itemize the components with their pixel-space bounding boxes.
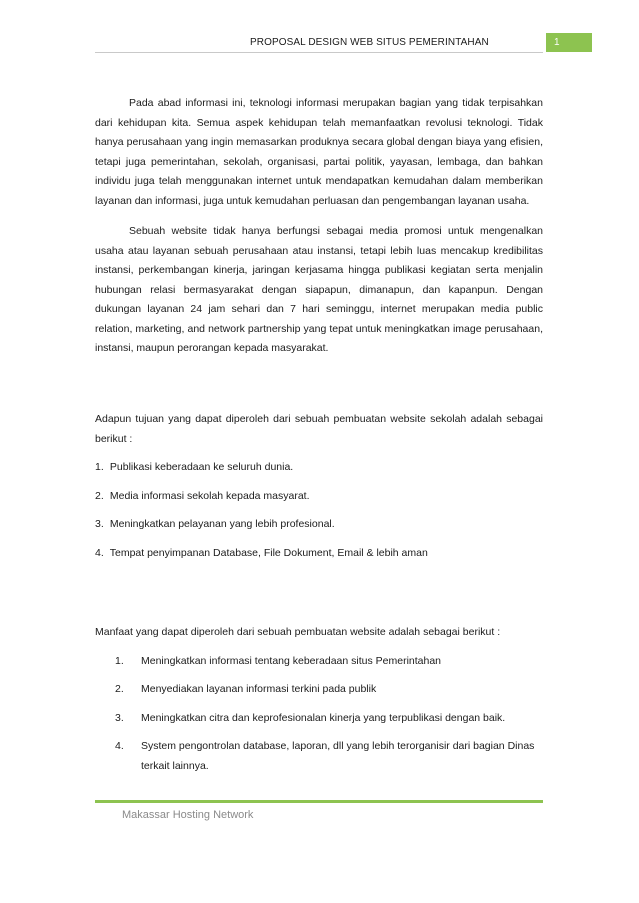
list-item xyxy=(115,737,543,776)
list-text: Media informasi sekolah kepada masyarat. xyxy=(109,489,310,502)
list-number: 2. xyxy=(95,489,104,502)
list-number: 1. xyxy=(115,654,124,667)
tujuan-list xyxy=(95,458,543,563)
page-number-badge: 1 xyxy=(546,33,592,52)
list-text: Meningkatkan citra dan keprofesionalan kinerja yang terpublikasi dengan baik. xyxy=(141,711,506,724)
list-item xyxy=(115,652,543,672)
list-text: Publikasi keberadaan ke seluruh dunia. xyxy=(109,461,294,473)
list-text: System pengontrolan database, laporan, dll yang lebih terorganisir dari bagian Dinas terkait lainnya. xyxy=(141,740,535,772)
list-number: 1. xyxy=(95,461,104,473)
manfaat-list xyxy=(95,652,543,777)
list-text: Tempat penyimpanan Database, File Dokument, Email & lebih aman xyxy=(109,546,428,559)
list-item xyxy=(95,487,543,507)
list-item xyxy=(115,680,543,700)
list-item xyxy=(95,515,543,535)
tujuan-intro: Adapun tujuan yang dapat diperoleh dari sebuah pembuatan website sekolah adalah sebagai berikut : xyxy=(95,413,543,445)
list-number: 4. xyxy=(95,546,104,559)
paragraph-2: Sebuah website tidak hanya berfungsi sebagai media promosi untuk mengenalkan usaha atau layanan sebuah perusahaan atau instansi, tetapi lebih luas mencakup kredibilitas instansi, perkembangan kinerja, jaringan kerjasama hingga publikasi kegiatan serta menjalin hubungan relasi bermasyarakat dengan siapapun, dimanapun, dan kapanpun. Dengan dukungan layanan 24 jam sehari dan 7 hari seminggu, internet merupakan media public relation, marketing, and network partnership yang tepat untuk meningkatkan image perusahaan, instansi, maupun perorangan kepada masyarakat. xyxy=(95,225,543,354)
list-number: 3. xyxy=(115,711,124,724)
tujuan-section xyxy=(95,410,543,563)
list-item xyxy=(95,544,543,564)
header-divider xyxy=(95,52,543,53)
manfaat-intro: Manfaat yang dapat diperoleh dari sebuah pembuatan website adalah sebagai berikut : xyxy=(95,626,501,638)
list-item xyxy=(115,709,543,729)
list-text: Meningkatkan pelayanan yang lebih profesional. xyxy=(109,518,335,530)
list-item xyxy=(95,458,543,478)
footer-divider xyxy=(95,800,543,803)
paragraph-1: Pada abad informasi ini, teknologi informasi merupakan bagian yang tidak terpisahkan dari kehidupan kita. Semua aspek kehidupan telah memanfaatkan revolusi teknologi. Tidak hanya perusahaan yang ingin memasarkan produknya secara global dengan biaya yang efisien, tetapi juga pemerintahan, sekolah, organisasi, partai politik, yayasan, lembaga, dan bahkan individu juga telah menggunakan internet untuk mendapatkan kemudahan dalam memberikan layanan dan informasi, juga untuk kemudahan perluasan dan pengembangan layanan usaha. xyxy=(95,97,543,207)
manfaat-section xyxy=(95,623,543,776)
list-text: Menyediakan layanan informasi terkini pada publik xyxy=(141,683,377,695)
intro-section xyxy=(95,94,543,359)
footer-text: Makassar Hosting Network xyxy=(122,809,254,821)
list-number: 4. xyxy=(115,740,124,752)
list-number: 3. xyxy=(95,518,104,530)
list-number: 2. xyxy=(115,683,124,695)
header-title: PROPOSAL DESIGN WEB SITUS PEMERINTAHAN xyxy=(250,37,489,48)
list-text: Meningkatkan informasi tentang keberadaan situs Pemerintahan xyxy=(141,654,442,667)
